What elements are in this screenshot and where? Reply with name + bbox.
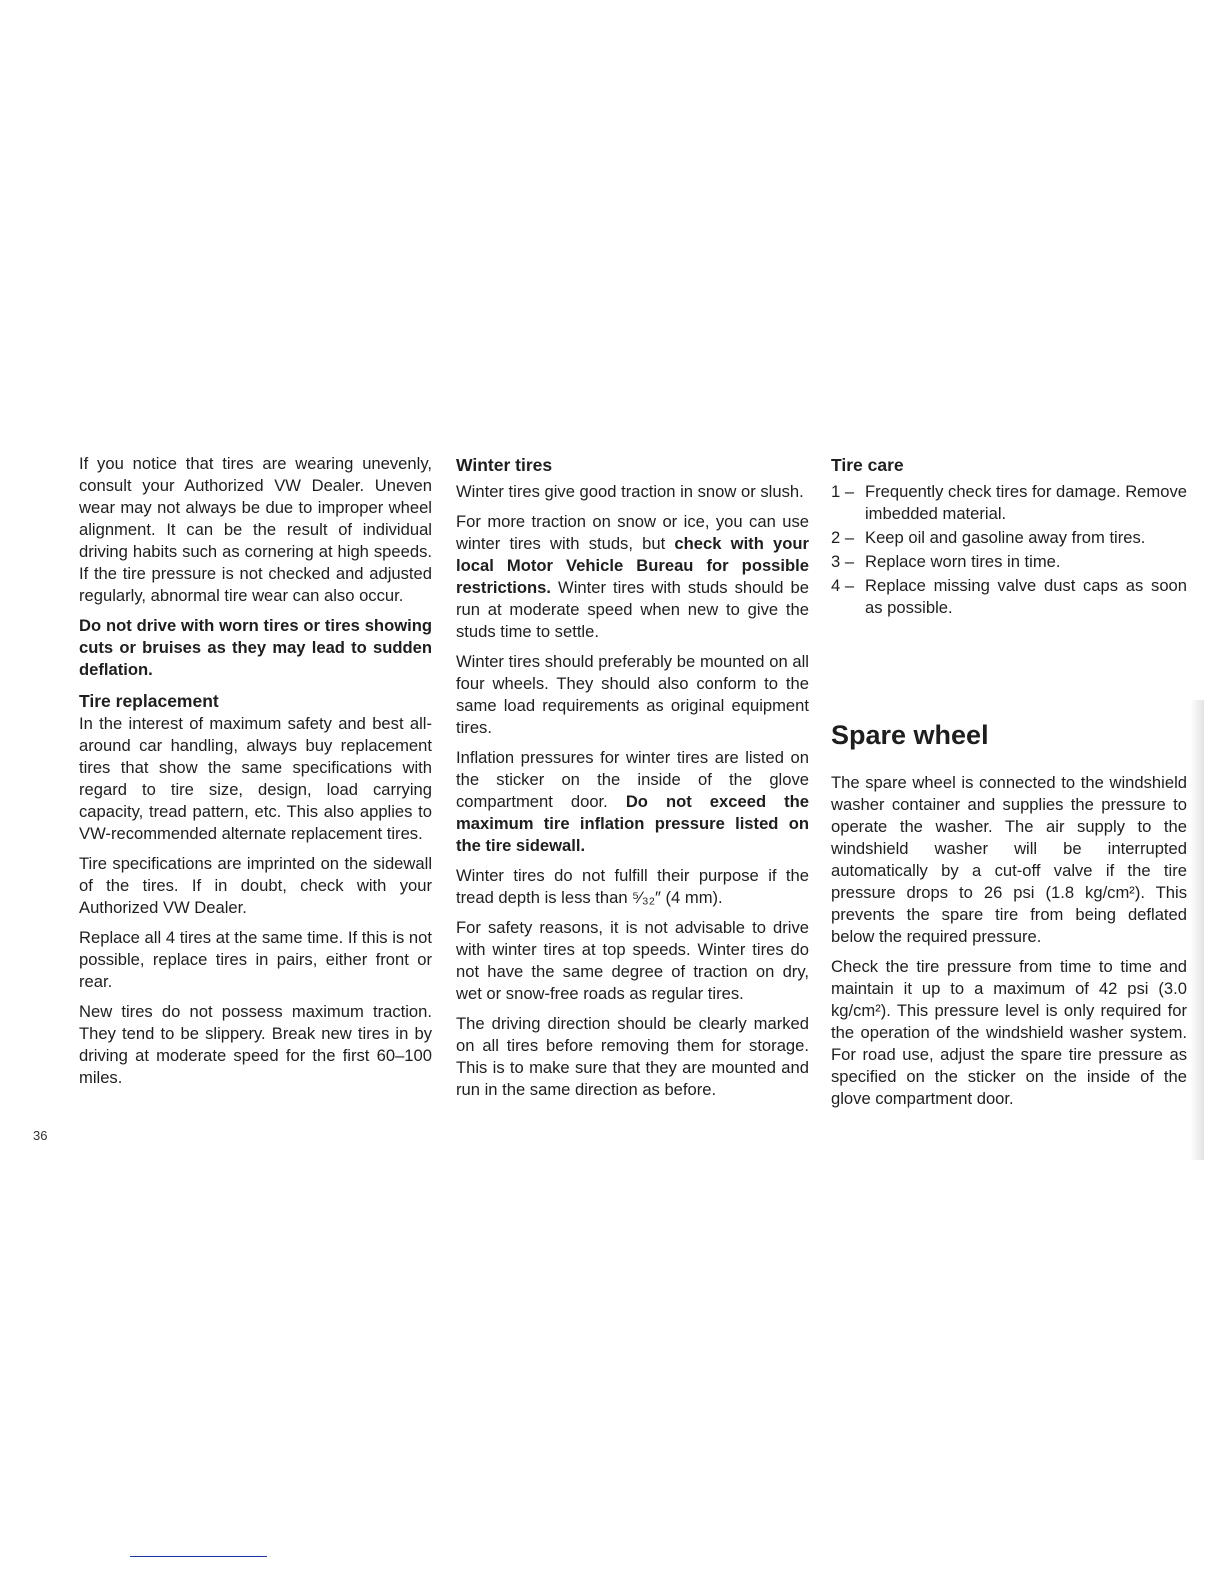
spare-wheel-heading: Spare wheel [831, 720, 989, 750]
column-left [79, 453, 432, 1097]
list-item [831, 575, 1187, 619]
studs-paragraph [456, 511, 809, 643]
list-item [831, 481, 1187, 525]
list-item [831, 551, 1187, 573]
list-item-number: 1 – [831, 482, 855, 501]
list-item-text: Replace missing valve dust caps as soon as possible. [865, 576, 1187, 617]
replacement-specs-paragraph: In the interest of maximum safety and best all-around car handling, always buy replacement tires that show the same specifications with regard to tire size, design, load carrying capacity, tread pattern, etc. This also applies to VW-recommended alternate replacement tires. [79, 714, 432, 843]
top-speed-paragraph: For safety reasons, it is not advisable to drive with winter tires at top speeds. Winter tires do not have the same degree of traction on dry, wet or snow-free roads as regular tires. [456, 918, 809, 1003]
driving-direction-paragraph: The driving direction should be clearly marked on all tires before removing them for storage. This is to make sure that they are mounted and run in the same direction as before. [456, 1014, 809, 1099]
tire-care-list [831, 481, 1187, 619]
sidewall-paragraph: Tire specifications are imprinted on the sidewall of the tires. If in doubt, check with your Authorized VW Dealer. [79, 854, 432, 917]
spare-wheel-section [831, 718, 1187, 1118]
list-item-number: 3 – [831, 552, 855, 571]
winter-tires-heading: Winter tires [456, 455, 553, 475]
list-item-text: Keep oil and gasoline away from tires. [865, 528, 1146, 547]
worn-tires-warning: Do not drive with worn tires or tires showing cuts or bruises as they may lead to sudden deflation. [79, 616, 432, 679]
page-number: 36 [33, 1128, 48, 1143]
replace-all-paragraph: Replace all 4 tires at the same time. If this is not possible, replace tires in pairs, either front or rear. [79, 928, 432, 991]
list-item-text: Frequently check tires for damage. Remove imbedded material. [865, 482, 1187, 523]
spare-pressure-paragraph: Check the tire pressure from time to time and maintain it up to a maximum of 42 psi (3.0 kg/cm²). This pressure level is only required for the operation of the windshield washer system. For road use, adjust the spare tire pressure as specified on the sticker on the inside of the glove compartment door. [831, 957, 1187, 1108]
mounting-paragraph: Winter tires should preferably be mounted on all four wheels. They should also conform to the same load requirements as original equipment tires. [456, 652, 809, 737]
tire-care-heading: Tire care [831, 455, 904, 475]
column-right [831, 453, 1187, 621]
footer-link-underline [130, 1556, 267, 1557]
inflation-paragraph [456, 747, 809, 857]
column-middle [456, 453, 809, 1109]
list-item-number: 4 – [831, 576, 855, 595]
studs-text-end: Winter tires with studs should be run at moderate speed when new to give the studs time to settle. [456, 578, 809, 641]
studs-warning: check with your local Motor Vehicle Bureau for possible restrictions. [456, 534, 809, 597]
inflation-warning: Do not exceed the maximum tire inflation pressure listed on the tire sidewall. [456, 792, 809, 855]
tread-depth-paragraph: Winter tires do not fulfill their purpose if the tread depth is less than ⁵⁄₃₂″ (4 mm). [456, 866, 809, 907]
new-tires-paragraph: New tires do not possess maximum traction. They tend to be slippery. Break new tires in by driving at moderate speed for the first 60–100 miles. [79, 1002, 432, 1087]
list-item [831, 527, 1187, 549]
spare-wheel-paragraph: The spare wheel is connected to the windshield washer container and supplies the pressure to operate the washer. The air supply to the windshield washer will be interrupted automatically by a cut-off valve if the tire pressure drops to 26 psi (1.8 kg/cm²). This prevents the spare tire from being deflated below the required pressure. [831, 773, 1187, 946]
winter-traction-paragraph: Winter tires give good traction in snow or slush. [456, 482, 804, 501]
list-item-number: 2 – [831, 528, 855, 547]
page-edge-shadow [1190, 700, 1204, 1160]
tire-wear-paragraph: If you notice that tires are wearing unevenly, consult your Authorized VW Dealer. Uneven wear may not always be due to improper wheel alignment. It can be the result of individual driving habits such as cornering at high speeds. If the tire pressure is not checked and adjusted regularly, abnormal tire wear can also occur. [79, 454, 432, 605]
inflation-text: Inflation pressures for winter tires are listed on the sticker on the inside of the glove compartment door. [456, 748, 809, 811]
studs-text-start: For more traction on snow or ice, you can use winter tires with studs, but [456, 512, 809, 553]
list-item-text: Replace worn tires in time. [865, 552, 1061, 571]
tire-replacement-heading: Tire replacement [79, 691, 219, 711]
